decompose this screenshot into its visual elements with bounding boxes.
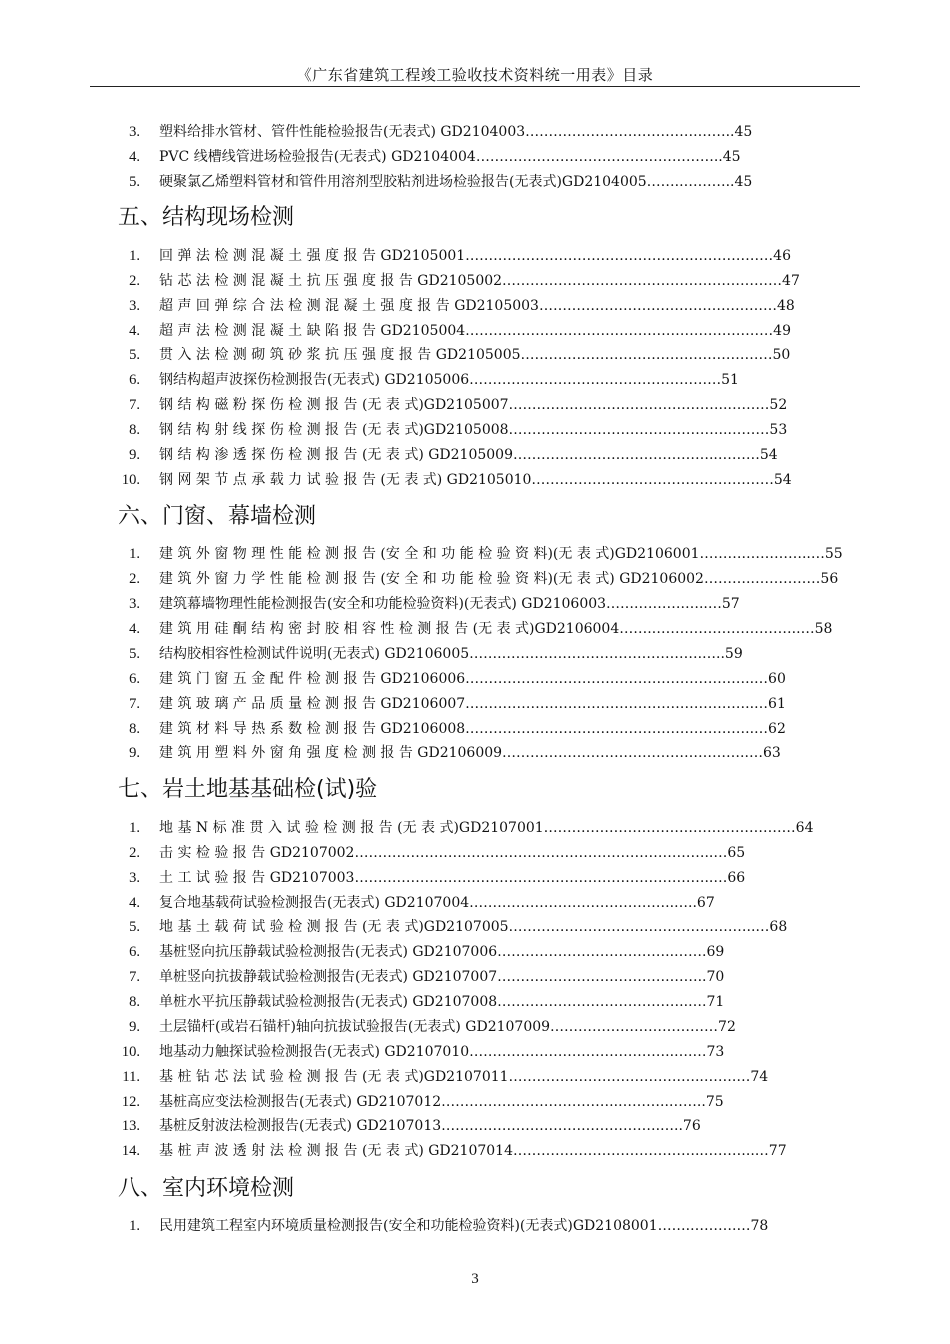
toc-item [0,619,950,639]
toc-item-number: 3. [129,596,140,612]
toc-item [0,321,950,341]
toc-item-text: 单桩水平抗压静载试验检测报告(无表式) GD2107008…………………………………..….71 [159,994,725,1010]
toc-item [0,569,950,589]
toc-item-number: 7. [129,696,140,712]
toc-item [0,345,950,365]
toc-item-text: 建筑幕墙物理性能检测报告(安全和功能检验资料)(无表式) GD2106003…….……….…..…57 [159,596,740,612]
toc-item [0,743,950,763]
toc-item-number: 4. [129,895,140,911]
toc-item-number: 3. [129,298,140,314]
toc-item-number: 9. [129,1019,140,1035]
toc-item [0,843,950,863]
toc-item-number: 5. [129,919,140,935]
toc-item-text: 地 基 N 标 准 贯 入 试 验 检 测 报 告 (无 表 式)GD2107001………………………………………………64 [159,820,814,836]
toc-item-text: 贯 入 法 检 测 砌 筑 砂 浆 抗 压 强 度 报 告 GD2105005………………………………………………50 [159,347,791,363]
toc-item-number: 4. [129,621,140,637]
toc-item-text: 回 弹 法 检 测 混 凝 土 强 度 报 告 GD2105001…………………………………………………………46 [159,248,791,264]
toc-item-text: 建 筑 用 塑 料 外 窗 角 强 度 检 测 报 告 GD2106009……………………………………………..…63 [159,745,781,761]
toc-item-number: 9. [129,745,140,761]
toc-item [0,271,950,291]
toc-item [0,917,950,937]
toc-item-number: 3. [129,870,140,886]
toc-item-number: 5. [129,347,140,363]
toc-item-text: 基 桩 声 波 透 射 法 检 测 报 告 (无 表 式) GD2107014…………………………………..………..…77 [159,1143,787,1159]
toc-item-number: 7. [129,969,140,985]
toc-item-number: 14. [121,1143,140,1159]
toc-item-text: 土层锚杆(或岩石锚杆)轴向抗拔试验报告(无表式) GD2107009………………………………72 [159,1019,736,1035]
toc-item-text: 基桩反射波法检测报告(无表式) GD2107013………………………….…………….…..76 [159,1118,701,1134]
toc-item-text: 基桩竖向抗压静载试验检测报告(无表式) GD2107006………………………………..…….69 [159,944,725,960]
toc-item-number: 6. [129,372,140,388]
toc-item-number: 4. [129,149,140,165]
toc-item-text: 民用建筑工程室内环境质量检测报告(安全和功能检验资料)(无表式)GD2108001…….……….…78 [159,1218,769,1234]
toc-item-text: 建 筑 用 硅 酮 结 构 密 封 胶 相 容 性 检 测 报 告 (无 表 式)GD2106004…….…………………………..…58 [159,621,833,637]
toc-item [0,1042,950,1062]
toc-item [0,1017,950,1037]
toc-item-text: 地 基 土 载 荷 试 验 检 测 报 告 (无 表 式)GD2107005……………………………………………..…68 [159,919,788,935]
toc-item [0,395,950,415]
toc-item [0,868,950,888]
toc-item-text: 钻 芯 法 检 测 混 凝 土 抗 压 强 度 报 告 GD2105002……………………………………………………47 [159,273,800,289]
toc-item [0,172,950,192]
header-divider [90,86,860,87]
toc-item-text: 钢 结 构 磁 粉 探 伤 检 测 报 告 (无 表 式)GD2105007………………………………………..………52 [159,397,788,413]
section-heading: 八、室内环境检测 [118,1176,295,1201]
toc-item [0,942,950,962]
toc-item-text: 基桩高应变法检测报告(无表式) GD2107012………………………………..………..……..75 [159,1094,724,1110]
toc-item-number: 3. [129,124,140,140]
section-heading: 七、岩土地基基础检(试)验 [118,777,378,802]
toc-item [0,694,950,714]
toc-item-number: 7. [129,397,140,413]
toc-item [0,246,950,266]
toc-item [0,296,950,316]
toc-item-number: 8. [129,721,140,737]
toc-item-number: 10. [121,472,140,488]
toc-item [0,445,950,465]
toc-item-number: 8. [129,994,140,1010]
toc-item [0,967,950,987]
toc-item-number: 2. [129,571,140,587]
toc-item-text: 钢 结 构 射 线 探 伤 检 测 报 告 (无 表 式)GD2105008………………………………………..………53 [159,422,788,438]
toc-item-text: 超 声 回 弹 综 合 法 检 测 混 凝 土 强 度 报 告 GD2105003……………………………………………48 [159,298,795,314]
toc-item-number: 13. [121,1118,140,1134]
toc-item-number: 2. [129,845,140,861]
toc-item [0,420,950,440]
toc-item-number: 11. [122,1069,140,1085]
toc-item-number: 6. [129,671,140,687]
toc-item [0,719,950,739]
toc-item-text: 钢 结 构 渗 透 探 伤 检 测 报 告 (无 表 式) GD2105009……………………………………..………54 [159,447,778,463]
toc-item-text: 复合地基载荷试验检测报告(无表式) GD2107004……………………………………..…..67 [159,895,715,911]
toc-item-text: 结构胶相容性检测试件说明(无表式) GD2106005…….…………………………………….…..59 [159,646,743,662]
toc-item [0,1067,950,1087]
toc-item [0,544,950,564]
toc-item [0,818,950,838]
page-number: 3 [471,1271,479,1287]
toc-item-text: 建 筑 材 料 导 热 系 数 检 测 报 告 GD2106008……………………………………………………..…62 [159,721,786,737]
toc-item-text: 硬聚氯乙烯塑料管材和管件用溶剂型胶粘剂进场检验报告(无表式)GD2104005……..………..45 [159,174,753,190]
toc-item-text: 塑料给排水管材、管件性能检验报告(无表式) GD2104003……………………………….……..45 [159,124,753,140]
toc-item-number: 1. [129,546,140,562]
toc-item-number: 8. [129,422,140,438]
page-header-title: 《广东省建筑工程竣工验收技术资料统一用表》目录 [296,66,654,84]
toc-item-number: 12. [121,1094,140,1110]
toc-item-text: 土 工 试 验 报 告 GD2107003…………………………………………………………………..…66 [159,870,746,886]
toc-item [0,1141,950,1161]
toc-item [0,147,950,167]
toc-item [0,893,950,913]
toc-item-text: 建 筑 门 窗 五 金 配 件 检 测 报 告 GD2106006……………………………………………………..…60 [159,671,786,687]
toc-item-text: 基 桩 钻 芯 法 试 验 检 测 报 告 (无 表 式)GD2107011……………………………….…..…….…74 [159,1069,769,1085]
toc-item-number: 1. [129,820,140,836]
toc-item [0,122,950,142]
toc-item [0,1216,950,1236]
toc-item [0,1116,950,1136]
toc-item-number: 2. [129,273,140,289]
toc-item-text: 建 筑 外 窗 物 理 性 能 检 测 报 告 (安 全 和 功 能 检 验 资 料)(无 表 式)GD2106001……….…………..…55 [159,546,843,562]
toc-item-number: 1. [129,248,140,264]
section-heading: 六、门窗、幕墙检测 [118,504,317,529]
section-heading: 五、结构现场检测 [118,205,295,230]
toc-item-number: 10. [121,1044,140,1060]
toc-item [0,992,950,1012]
toc-item-text: 地基动力触探试验检测报告(无表式) GD2107010……………………………………..….…73 [159,1044,725,1060]
toc-item-text: 超 声 法 检 测 混 凝 土 缺 陷 报 告 GD2105004…………………………………………………………49 [159,323,791,339]
toc-item-number: 4. [129,323,140,339]
toc-item [0,1092,950,1112]
toc-item-text: 建 筑 玻 璃 产 品 质 量 检 测 报 告 GD2106007……………………………………………………..…61 [159,696,786,712]
toc-item-number: 5. [129,174,140,190]
toc-item-number: 6. [129,944,140,960]
toc-item-text: 钢 网 架 节 点 承 载 力 试 验 报 告 (无 表 式) GD2105010………………………………….…………54 [159,472,792,488]
toc-item-text: 击 实 检 验 报 告 GD2107002…………………………………………………………………..…65 [159,845,746,861]
toc-item-text: PVC 线槽线管进场检验报告(无表式) GD2104004……………………………………………..45 [159,149,741,165]
toc-item [0,370,950,390]
toc-item [0,594,950,614]
toc-item [0,669,950,689]
toc-item-number: 1. [129,1218,140,1234]
toc-item-text: 单桩竖向抗拔静载试验检测报告(无表式) GD2107007……………………………….……..70 [159,969,725,985]
toc-item [0,644,950,664]
toc-item-number: 5. [129,646,140,662]
toc-item-number: 9. [129,447,140,463]
toc-item-text: 建 筑 外 窗 力 学 性 能 检 测 报 告 (安 全 和 功 能 检 验 资 料)(无 表 式) GD2106002……….……………56 [159,571,839,587]
toc-item-text: 钢结构超声波探伤检测报告(无表式) GD2105006………………………………………………51 [159,372,739,388]
toc-item [0,470,950,490]
